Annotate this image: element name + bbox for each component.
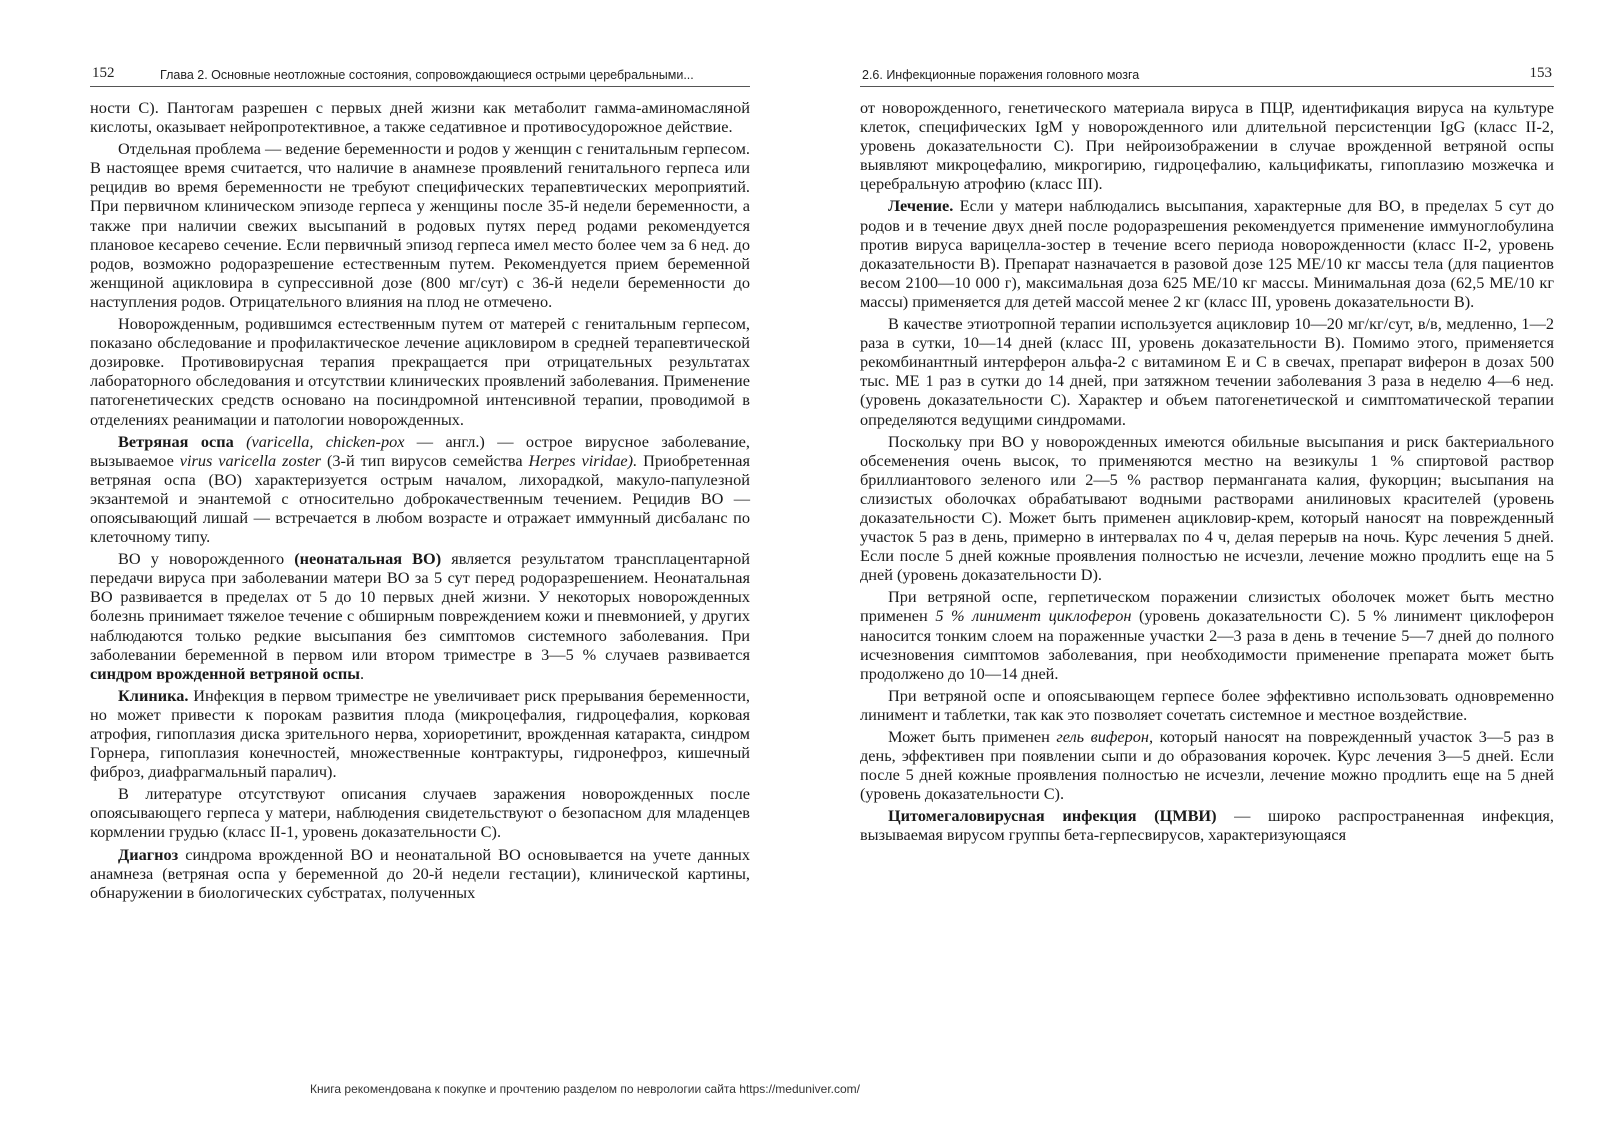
term-heading: Цитомегаловирусная инфекция (ЦМВИ)	[888, 806, 1217, 826]
right-running-title: 2.6. Инфекционные поражения головного мозга	[862, 68, 1140, 82]
left-running-title: Глава 2. Основные неотложные состояния, сопровождающиеся острыми церебральными...	[160, 68, 694, 82]
paragraph: от новорожденного, генетического материала вируса в ПЦР, идентификация вируса на культуре клеток, специфических IgM у новорожденного или длительной персистенции IgG (класс II-2, уровень доказательности С). При нейроизображении в случае врожденной ветряной оспы выявляют микроцефалию, микрогирию, гидроцефалию, кальцификаты, гипоплазию мозжечка и церебральную атрофию (класс III).	[860, 98, 1554, 194]
left-running-head	[90, 64, 750, 87]
term-heading: Клиника.	[118, 685, 189, 705]
paragraph: Диагноз синдрома врожденной ВО и неонатальной ВО основывается на учете данных анамнеза (ветряная оспа у беременной до 20-й недели гестации), клинической картины, обнаружении в биологических субстратах, полученных	[90, 844, 750, 902]
paragraph: В качестве этиотропной терапии используется ацикловир 10—20 мг/кг/сут, в/в, медленно, 1—2 раза в сутки, 10—14 дней (класс III, уровень доказательности В). Помимо этого, применяется рекомбинантный интерферон альфа-2 с витамином Е и С в свечах, препарат виферон в дозах 500 тыс. МЕ 1 раз в сутки до 14 дней, при затяжном течении заболевания 3 раза в неделю 4—6 нед. (уровень доказательности С). Характер и объем патогенетической и симптоматической терапии определяются ведущими синдромами.	[860, 314, 1554, 429]
paragraph: Ветряная оспа (varicella, chicken-pox — англ.) — острое вирусное заболевание, вызываемое virus varicella zoster (3-й тип вирусов семейства Herpes viridae). Приобретенная ветряная оспа (ВО) характеризуется острым началом, лихорадкой, макуло-папулезной экзантемой и энантемой с относительно доброкачественным течением. Рецидив ВО — опоясывающий лишай — встречается в любом возрасте и отражает иммунный дисбаланс по клеточному типу.	[90, 431, 751, 547]
paragraph: Цитомегаловирусная инфекция (ЦМВИ) — широко распространенная инфекция, вызываемая вирусом группы бета-герпесвирусов, характеризующаяся	[860, 806, 1554, 845]
footer-note: Книга рекомендована к покупке и прочтению разделом по неврологии сайта https://meduniver.com/	[309, 1082, 860, 1096]
right-page	[790, 0, 1600, 1132]
left-page	[0, 0, 780, 1132]
term-heading: Диагноз	[118, 844, 179, 864]
paragraph: При ветряной оспе, герпетическом поражении слизистых оболочек может быть местно применен 5 % линимент циклоферон (уровень доказательности С). 5 % линимент циклоферон наносится тонким слоем на пораженные участки 2—3 раза в день в течение 5—7 дней до полного исчезновения симптомов заболевания, при необходимости применение препарата может быть продолжено до 10—14 дней.	[860, 587, 1554, 683]
right-running-head	[860, 64, 1554, 87]
right-page-number: 153	[1529, 65, 1552, 81]
paragraph: ности С). Пантогам разрешен с первых дней жизни как метаболит гамма-аминомасляной кислоты, оказывает нейропротективное, а также седативное и противосудорожное действие.	[90, 98, 750, 137]
paragraph: Может быть применен гель виферон, который наносят на поврежденный участок 3—5 раз в день, эффективен при появлении сыпи и до образования корочек. Курс лечения 3—5 дней. Если после 5 дней кожные проявления полностью не исчезли, лечение можно продлить еще на 5 дней (уровень доказательности С).	[860, 727, 1554, 804]
paragraph: Лечение. Если у матери наблюдались высыпания, характерные для ВО, в пределах 5 сут до родов и в течение двух дней после родоразрешения рекомендуется применение иммуноглобулина против вируса варицелла-зостер в течение всего периода новорожденности (класс II-2, уровень доказательности В). Препарат назначается в разовой дозе 125 МЕ/10 кг массы тела (для пациентов весом 2100—10 000 г), максимальная доза 625 МЕ/10 кг массы. Минимальная доза (62,5 МЕ/10 кг массы) применяется для детей массой менее 2 кг (класс III, уровень доказательности В).	[860, 196, 1554, 311]
paragraph: Клиника. Инфекция в первом триместре не увеличивает риск прерывания беременности, но может привести к порокам развития плода (микроцефалия, гидроцефалия, корковая атрофия, гипоплазия диска зрительного нерва, хориоретинит, врожденная катаракта, синдром Горнера, гипоплазия конечностей, множественные контрактуры, гидронефроз, кишечный фиброз, диафрагмальный паралич).	[90, 685, 750, 782]
paragraph: ВО у новорожденного (неонатальная ВО) является результатом трансплацентарной передачи вируса при заболевании матери ВО за 5 сут перед родоразрешением. Неонатальная ВО развивается в пределах от 5 до 10 первых дней жизни. У некоторых новорожденных болезнь принимает тяжелое течение с обширным повреждением кожи и пневмонией, у других наблюдаются только редкие высыпания без симптомов системного заболевания. При заболевании беременной в первом или втором триместре в 3—5 % случаев развивается синдром врожденной ветряной оспы.	[90, 549, 750, 683]
paragraph: Отдельная проблема — ведение беременности и родов у женщин с генитальным герпесом. В настоящее время считается, что наличие в анамнезе проявлений генитального герпеса или рецидив во время беременности не требуют специфических терапевтических мероприятий. При первичном клиническом эпизоде герпеса у женщины после 35-й недели беременности, а также при наличии свежих высыпаний в родовых путях перед родами рекомендуется плановое кесарево сечение. Если первичный эпизод герпеса имел место более чем за 6 нед. до родов, возможно родоразрешение естественным путем. Рекомендуется прием беременной женщиной ацикловира в супрессивной дозе (800 мг/сут) с 36-й недели беременности до наступления родов. Отрицательного влияния на плод не отмечено.	[90, 139, 750, 311]
paragraph: Новорожденным, родившимся естественным путем от матерей с генитальным герпесом, показано обследование и профилактическое лечение ацикловиром в средней терапевтической дозировке. Противовирусная терапия прекращается при отрицательных результатах лабораторного обследования и отсутствии клинических проявлений заболевания. Применение патогенетических средств основано на посиндромной интенсивной терапии, проводимой в отделениях реанимации и патологии новорожденных.	[90, 314, 750, 429]
paragraph: Поскольку при ВО у новорожденных имеются обильные высыпания и риск бактериального обсеменения очень высок, то применяются местно на везикулы 1 % спиртовой раствор бриллиантового зеленого или 2—5 % раствор перманганата калия, фукорцин; высыпания на слизистых оболочках обрабатывают водными растворами анилиновых красителей (уровень доказательности С). Может быть применен ацикловир-крем, который наносят на поврежденный участок 5 раз в день, примерно в интервалах по 4 ч, делая перерыв на ночь. Курс лечения 5 дней. Если после 5 дней кожные проявления полностью не исчезли, лечение можно продлить еще на 5 дней (уровень доказательности D).	[860, 431, 1554, 585]
left-page-number: 152	[92, 65, 115, 81]
right-page-body	[860, 98, 1554, 848]
paragraph: В литературе отсутствуют описания случаев заражения новорожденных после опоясывающего герпеса у матери, наблюдения свидетельствуют о безопасном для младенцев кормлении грудью (класс II-1, уровень доказательности С).	[90, 784, 750, 842]
term-heading: Лечение.	[888, 196, 954, 216]
term-heading: Ветряная оспа	[118, 431, 234, 451]
paragraph: При ветряной оспе и опоясывающем герпесе более эффективно использовать одновременно линимент и таблетки, так как это позволяет сочетать системное и местное воздействие.	[860, 685, 1554, 724]
left-page-body	[90, 98, 750, 905]
